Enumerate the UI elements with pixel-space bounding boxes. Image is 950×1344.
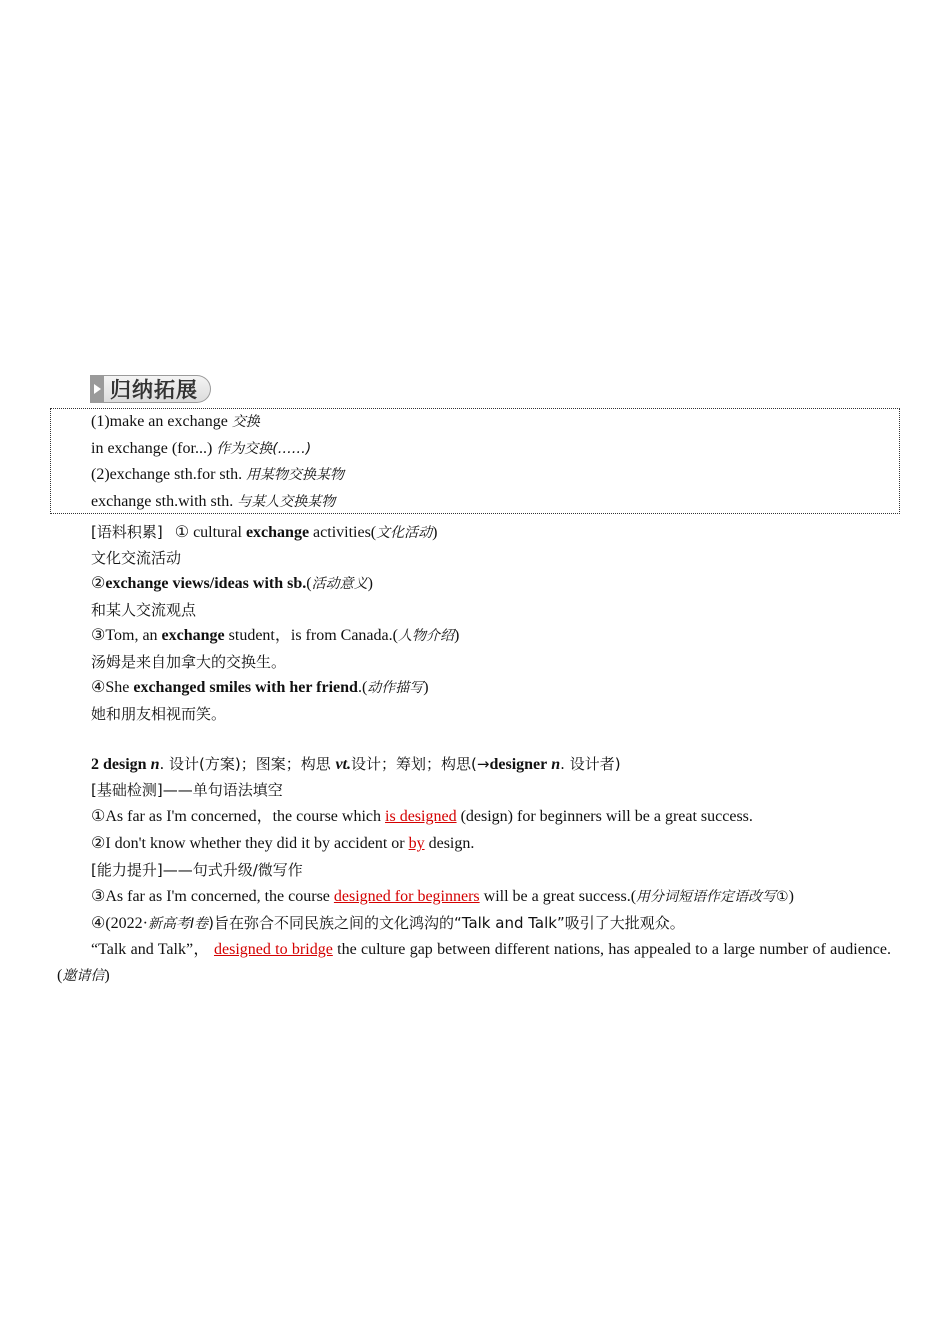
basic-check-heading [91, 780, 283, 801]
answer: designed for beginners [333, 888, 480, 905]
part-of-speech: n [146, 756, 160, 773]
definition: . 设计(方案)；图案；构思 [159, 755, 336, 773]
definition: 设计；筹划；构思(→ [351, 755, 490, 773]
keyword: exchange views/ideas with sb. [105, 575, 307, 592]
exercise-tag: [基础检测] [91, 781, 163, 799]
note: 文化活动 [376, 525, 433, 541]
text: will be a great success.( [479, 888, 637, 905]
play-triangle-icon [90, 376, 104, 402]
phrase-meaning: 作为交换(……) [216, 441, 312, 457]
keyword: exchange [161, 627, 225, 644]
exercise-type: ——句式升级/微写作 [162, 861, 303, 879]
text: .( [357, 679, 368, 696]
text: ) [104, 967, 110, 984]
text: design. [424, 835, 475, 852]
phrase: (1)make an exchange [91, 413, 228, 430]
definition: . 设计者) [560, 755, 621, 773]
text: ① cultural [174, 524, 246, 541]
text: (design) for beginners will be a great success. [456, 808, 753, 825]
part-of-speech: n [547, 756, 561, 773]
section-title: 归纳拓展 [110, 378, 198, 402]
translation: 她和朋友相视而笑。 [91, 705, 227, 723]
phrase-meaning: 交换 [231, 414, 260, 430]
text: student，is from Canada.( [224, 627, 398, 644]
corpus-example-3 [91, 626, 459, 646]
text: ①As far as I'm concerned，the course which [91, 808, 386, 825]
note: 邀请信 [62, 968, 105, 984]
note: 用分词短语作定语改写① [636, 889, 789, 905]
text: ③As far as I'm concerned, the course [91, 888, 334, 905]
note: 动作描写 [367, 680, 424, 696]
phrase-meaning: 用某物交换某物 [246, 467, 345, 483]
phrase-meaning: 与某人交换某物 [237, 494, 336, 510]
corpus-example-4 [91, 678, 429, 698]
note: 新高考Ⅰ卷 [148, 916, 209, 932]
text: activities( [309, 524, 377, 541]
text: ②I don't know whether they did it by accident or [91, 835, 409, 852]
part-of-speech: vt. [335, 756, 352, 773]
answer: is designed [385, 808, 457, 825]
phrase: exchange sth.with sth. [91, 493, 234, 510]
text: ) [788, 888, 794, 905]
headword: design [103, 756, 147, 773]
exercise-type: ——单句语法填空 [162, 781, 283, 799]
question-4 [91, 913, 685, 934]
box-line-1 [91, 412, 260, 432]
text: ( [306, 575, 312, 592]
question-2 [91, 834, 474, 854]
note: 人物介绍 [397, 628, 454, 644]
answer: designed to bridge [213, 941, 333, 958]
text: ) [453, 627, 460, 644]
text: ③Tom, an [91, 627, 162, 644]
keyword: exchanged smiles with her friend [133, 679, 358, 696]
translation: 文化交流活动 [91, 549, 182, 567]
question-4-answer [57, 937, 891, 989]
corpus-example-2 [91, 574, 373, 594]
text: ④(2022· [91, 915, 148, 932]
box-line-2 [91, 439, 311, 459]
text: ) [432, 524, 438, 541]
box-line-3 [91, 465, 344, 485]
question-3 [91, 887, 794, 907]
phrase: in exchange (for...) [91, 440, 213, 457]
entry-number: 2 [91, 756, 103, 773]
box-line-4 [91, 492, 335, 512]
phrase: (2)exchange sth.for sth. [91, 466, 243, 483]
text: )旨在弥合不同民族之间的文化鸿沟的“Talk and Talk”吸引了大批观众。 [208, 914, 685, 932]
advance-heading [91, 860, 303, 881]
text: ② [91, 575, 106, 592]
text: ) [367, 575, 373, 592]
section-header [90, 375, 211, 403]
text: ④She [91, 679, 134, 696]
answer: by [408, 835, 425, 852]
keyword: exchange [245, 524, 310, 541]
vocab-entry-design [91, 754, 621, 775]
note: 活动意义 [311, 576, 368, 592]
corpus-tag: [语料积累] [91, 523, 163, 541]
translation: 和某人交流观点 [91, 601, 197, 619]
derived-word: designer [489, 756, 548, 773]
text: the culture gap between different nations, has appealed to a large number of audience.( [57, 941, 891, 984]
translation: 汤姆是来自加拿大的交换生。 [91, 653, 287, 671]
text: ) [423, 679, 429, 696]
question-1 [91, 807, 753, 827]
text: “Talk and Talk”， [91, 941, 214, 958]
exercise-tag: [能力提升] [91, 861, 163, 879]
corpus-example-1 [91, 522, 437, 543]
